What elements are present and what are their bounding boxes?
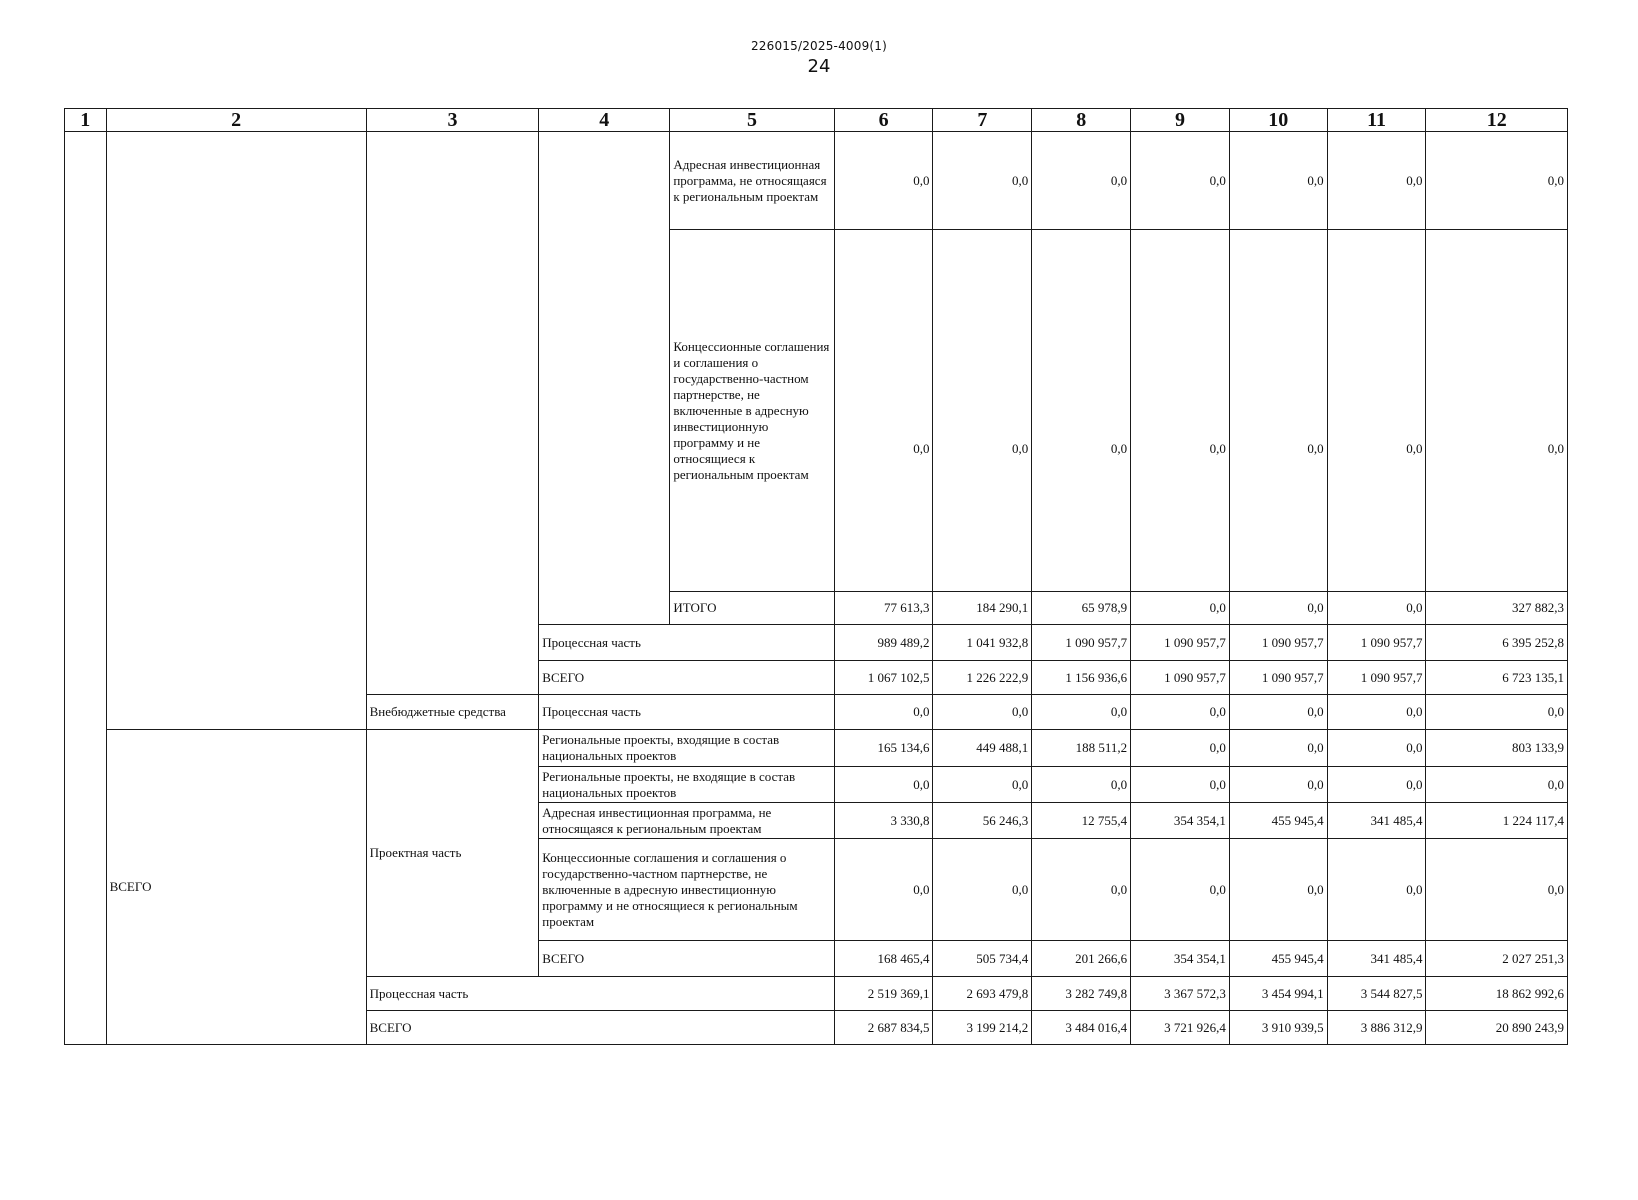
value-cell: 2 693 479,8 bbox=[933, 977, 1032, 1011]
value-cell: 341 485,4 bbox=[1327, 803, 1426, 839]
value-cell: 0,0 bbox=[1229, 695, 1327, 730]
value-cell: 0,0 bbox=[834, 767, 933, 803]
value-cell: 0,0 bbox=[1327, 695, 1426, 730]
value-cell: 201 266,6 bbox=[1032, 941, 1131, 977]
row-label: ИТОГО bbox=[670, 592, 834, 625]
value-cell: 0,0 bbox=[1327, 132, 1426, 230]
value-cell: 1 226 222,9 bbox=[933, 661, 1032, 695]
row-label: Адресная инвестиционная программа, не относящаяся к региональным проектам bbox=[539, 803, 834, 839]
row-label: ВСЕГО bbox=[539, 941, 834, 977]
column-header: 6 bbox=[834, 109, 933, 132]
value-cell: 2 027 251,3 bbox=[1426, 941, 1568, 977]
value-cell: 0,0 bbox=[1426, 839, 1568, 941]
value-cell: 0,0 bbox=[1426, 132, 1568, 230]
value-cell: 0,0 bbox=[933, 132, 1032, 230]
value-cell: 0,0 bbox=[1327, 730, 1426, 767]
row-label: Процессная часть bbox=[539, 625, 834, 661]
value-cell: 505 734,4 bbox=[933, 941, 1032, 977]
column-header-row bbox=[65, 109, 1568, 132]
row-label: ВСЕГО bbox=[366, 1011, 834, 1045]
value-cell: 0,0 bbox=[1229, 839, 1327, 941]
column-header: 7 bbox=[933, 109, 1032, 132]
column-header: 10 bbox=[1229, 109, 1327, 132]
value-cell: 3 910 939,5 bbox=[1229, 1011, 1327, 1045]
value-cell: 0,0 bbox=[1131, 592, 1230, 625]
table-row bbox=[65, 730, 1568, 767]
value-cell: 2 519 369,1 bbox=[834, 977, 933, 1011]
row-label: Региональные проекты, не входящие в состав национальных проектов bbox=[539, 767, 834, 803]
row-label: Процессная часть bbox=[539, 695, 834, 730]
value-cell: 1 090 957,7 bbox=[1131, 625, 1230, 661]
value-cell: 0,0 bbox=[1032, 767, 1131, 803]
value-cell: 0,0 bbox=[1426, 767, 1568, 803]
page-number: 24 bbox=[807, 56, 831, 77]
value-cell: 0,0 bbox=[1327, 767, 1426, 803]
budget-table bbox=[64, 108, 1568, 1045]
value-cell: 3 282 749,8 bbox=[1032, 977, 1131, 1011]
row-group-label: Внебюджетные средства bbox=[366, 695, 539, 730]
value-cell: 989 489,2 bbox=[834, 625, 933, 661]
value-cell: 6 395 252,8 bbox=[1426, 625, 1568, 661]
column-header: 9 bbox=[1131, 109, 1230, 132]
value-cell: 3 330,8 bbox=[834, 803, 933, 839]
value-cell: 0,0 bbox=[1032, 839, 1131, 941]
value-cell: 803 133,9 bbox=[1426, 730, 1568, 767]
value-cell: 0,0 bbox=[1327, 230, 1426, 592]
value-cell: 455 945,4 bbox=[1229, 941, 1327, 977]
value-cell: 1 156 936,6 bbox=[1032, 661, 1131, 695]
value-cell: 56 246,3 bbox=[933, 803, 1032, 839]
column-header: 3 bbox=[366, 109, 539, 132]
table-row bbox=[65, 132, 1568, 230]
value-cell: 455 945,4 bbox=[1229, 803, 1327, 839]
value-cell: 0,0 bbox=[1229, 592, 1327, 625]
value-cell: 18 862 992,6 bbox=[1426, 977, 1568, 1011]
value-cell: 0,0 bbox=[834, 839, 933, 941]
value-cell: 0,0 bbox=[1032, 230, 1131, 592]
value-cell: 3 484 016,4 bbox=[1032, 1011, 1131, 1045]
value-cell: 3 544 827,5 bbox=[1327, 977, 1426, 1011]
value-cell: 1 090 957,7 bbox=[1229, 661, 1327, 695]
value-cell: 1 090 957,7 bbox=[1327, 661, 1426, 695]
value-cell: 1 067 102,5 bbox=[834, 661, 933, 695]
row-label: Концессионные соглашения и соглашения о государственно-частном партнерстве, не включенные в адресную инвестиционную программу и не относящиеся к региональным проектам bbox=[539, 839, 834, 941]
value-cell: 0,0 bbox=[1131, 132, 1230, 230]
value-cell: 0,0 bbox=[1229, 730, 1327, 767]
value-cell: 0,0 bbox=[1327, 839, 1426, 941]
value-cell: 341 485,4 bbox=[1327, 941, 1426, 977]
value-cell: 0,0 bbox=[1131, 767, 1230, 803]
document-registration-number: 226015/2025-4009(1) bbox=[750, 39, 888, 53]
row-group-label: Проектная часть bbox=[366, 730, 539, 977]
row-label: Процессная часть bbox=[366, 977, 834, 1011]
value-cell: 0,0 bbox=[1032, 132, 1131, 230]
value-cell: 0,0 bbox=[1229, 230, 1327, 592]
value-cell: 1 090 957,7 bbox=[1229, 625, 1327, 661]
row-label: Региональные проекты, входящие в состав национальных проектов bbox=[539, 730, 834, 767]
value-cell: 77 613,3 bbox=[834, 592, 933, 625]
value-cell: 0,0 bbox=[1032, 695, 1131, 730]
value-cell: 0,0 bbox=[834, 230, 933, 592]
value-cell: 0,0 bbox=[1131, 695, 1230, 730]
value-cell: 2 687 834,5 bbox=[834, 1011, 933, 1045]
value-cell: 0,0 bbox=[1327, 592, 1426, 625]
value-cell: 1 090 957,7 bbox=[1131, 661, 1230, 695]
value-cell: 0,0 bbox=[933, 230, 1032, 592]
row-group-label: ВСЕГО bbox=[106, 730, 366, 1045]
column-header: 11 bbox=[1327, 109, 1426, 132]
value-cell: 1 224 117,4 bbox=[1426, 803, 1568, 839]
value-cell: 65 978,9 bbox=[1032, 592, 1131, 625]
row-label: Концессионные соглашения и соглашения о государственно-частном партнерстве, не включенные в адресную инвестиционную программу и не относящиеся к региональным проектам bbox=[670, 230, 834, 592]
value-cell: 165 134,6 bbox=[834, 730, 933, 767]
value-cell: 0,0 bbox=[834, 132, 933, 230]
value-cell: 184 290,1 bbox=[933, 592, 1032, 625]
value-cell: 0,0 bbox=[834, 695, 933, 730]
value-cell: 3 454 994,1 bbox=[1229, 977, 1327, 1011]
row-label: ВСЕГО bbox=[539, 661, 834, 695]
value-cell: 3 367 572,3 bbox=[1131, 977, 1230, 1011]
cell-col3-empty bbox=[366, 132, 539, 695]
column-header: 8 bbox=[1032, 109, 1131, 132]
value-cell: 354 354,1 bbox=[1131, 803, 1230, 839]
value-cell: 0,0 bbox=[1131, 230, 1230, 592]
value-cell: 1 090 957,7 bbox=[1032, 625, 1131, 661]
value-cell: 0,0 bbox=[1229, 132, 1327, 230]
value-cell: 0,0 bbox=[933, 767, 1032, 803]
column-header: 1 bbox=[65, 109, 107, 132]
column-header: 4 bbox=[539, 109, 670, 132]
value-cell: 449 488,1 bbox=[933, 730, 1032, 767]
column-header: 5 bbox=[670, 109, 834, 132]
row-label: Адресная инвестиционная программа, не относящаяся к региональным проектам bbox=[670, 132, 834, 230]
value-cell: 3 886 312,9 bbox=[1327, 1011, 1426, 1045]
cell-col1 bbox=[65, 132, 107, 1045]
value-cell: 3 199 214,2 bbox=[933, 1011, 1032, 1045]
value-cell: 168 465,4 bbox=[834, 941, 933, 977]
column-header: 12 bbox=[1426, 109, 1568, 132]
value-cell: 0,0 bbox=[1426, 230, 1568, 592]
value-cell: 0,0 bbox=[933, 695, 1032, 730]
value-cell: 1 041 932,8 bbox=[933, 625, 1032, 661]
value-cell: 1 090 957,7 bbox=[1327, 625, 1426, 661]
value-cell: 327 882,3 bbox=[1426, 592, 1568, 625]
value-cell: 0,0 bbox=[1426, 695, 1568, 730]
value-cell: 12 755,4 bbox=[1032, 803, 1131, 839]
value-cell: 6 723 135,1 bbox=[1426, 661, 1568, 695]
value-cell: 0,0 bbox=[1229, 767, 1327, 803]
cell-col2-empty bbox=[106, 132, 366, 730]
column-header: 2 bbox=[106, 109, 366, 132]
value-cell: 3 721 926,4 bbox=[1131, 1011, 1230, 1045]
cell-col4-empty bbox=[539, 132, 670, 625]
value-cell: 0,0 bbox=[1131, 839, 1230, 941]
value-cell: 188 511,2 bbox=[1032, 730, 1131, 767]
value-cell: 0,0 bbox=[933, 839, 1032, 941]
value-cell: 20 890 243,9 bbox=[1426, 1011, 1568, 1045]
value-cell: 354 354,1 bbox=[1131, 941, 1230, 977]
value-cell: 0,0 bbox=[1131, 730, 1230, 767]
